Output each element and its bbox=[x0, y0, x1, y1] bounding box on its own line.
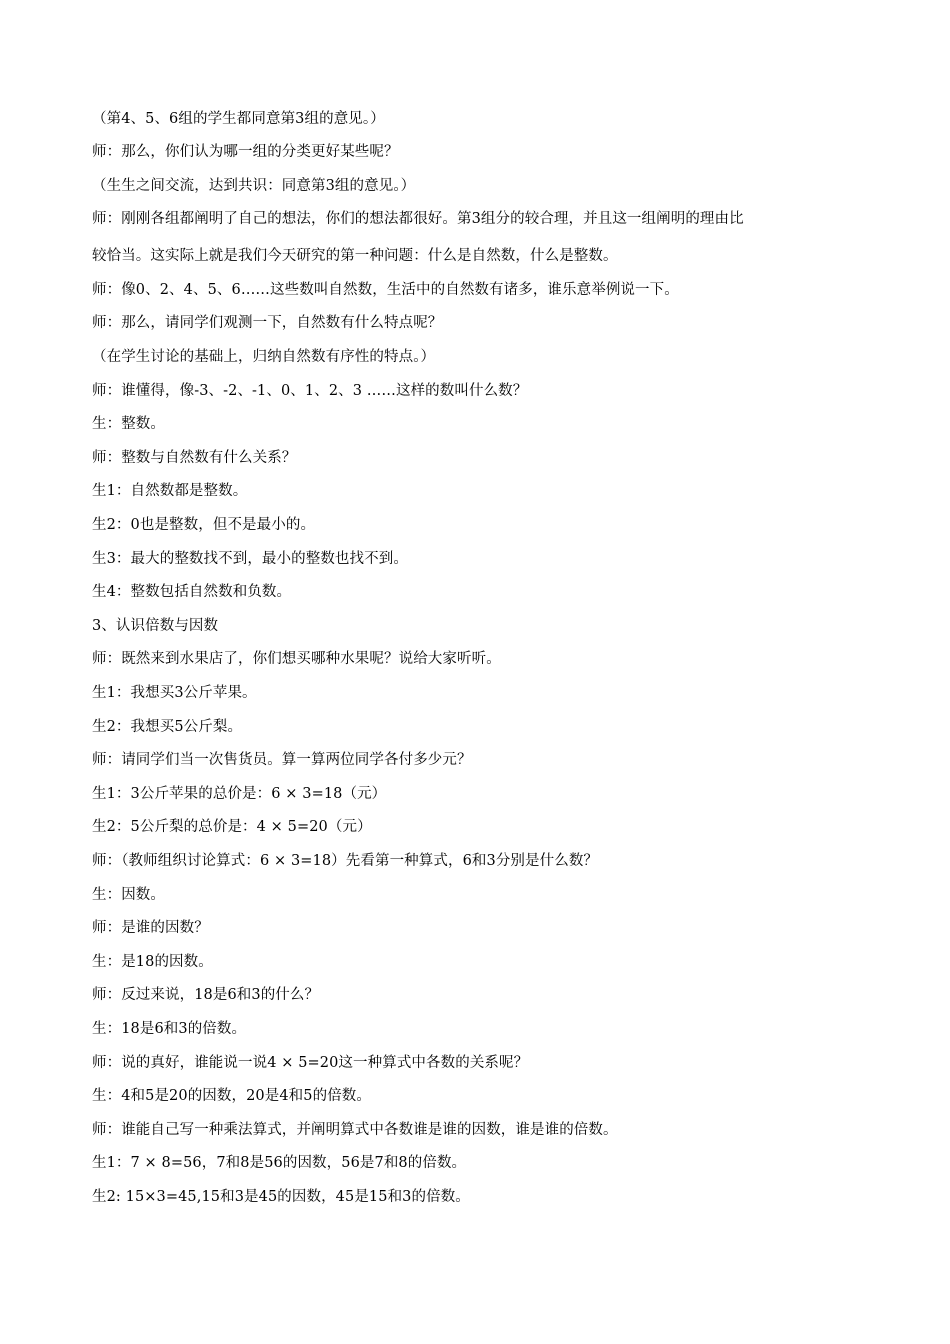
text-line: 师：是谁的因数？ bbox=[92, 920, 209, 937]
text-line: 师：（教师组织讨论算式：6 × 3=18）先看第一种算式，6和3分别是什么数？ bbox=[92, 852, 599, 869]
text-line: 师：说的真好，谁能说一说4 × 5=20这一种算式中各数的关系呢？ bbox=[92, 1054, 529, 1071]
text-line: 师：整数与自然数有什么关系？ bbox=[92, 449, 297, 466]
text-line: 师：请同学们当一次售货员。算一算两位同学各付多少元？ bbox=[92, 752, 472, 769]
text-line: 生4：整数包括自然数和负数。 bbox=[92, 584, 292, 601]
text-line: 生1：3公斤苹果的总价是：6 × 3=18（元） bbox=[92, 785, 387, 802]
document-body bbox=[92, 96, 872, 1223]
text-line: 师：反过来说，18是6和3的什么？ bbox=[92, 987, 320, 1004]
text-line: 师：刚刚各组都阐明了自己的想法，你们的想法都很好。第3组分的较合理，并且这一组阐明的理由比 bbox=[92, 211, 744, 228]
text-line: 师：那么，请同学们观测一下，自然数有什么特点呢？ bbox=[92, 315, 443, 332]
text-line: 生1：自然数都是整数。 bbox=[92, 483, 248, 500]
text-line: 生2: 15×3=45,15和3是45的因数，45是15和3的倍数。 bbox=[92, 1188, 470, 1205]
text-line: 生2：我想买5公斤梨。 bbox=[92, 718, 243, 735]
text-line: 师：既然来到水果店了，你们想买哪种水果呢？说给大家听听。 bbox=[92, 651, 501, 668]
text-line: 师：像0、2、4、5、6……这些数叫自然数，生活中的自然数有诸多，谁乐意举例说一下。 bbox=[92, 281, 679, 298]
section-heading: 3、认识倍数与因数 bbox=[92, 617, 219, 634]
text-line: 师：谁能自己写一种乘法算式，并阐明算式中各数谁是谁的因数，谁是谁的倍数。 bbox=[92, 1121, 618, 1138]
text-line: 生：是18的因数。 bbox=[92, 953, 213, 970]
text-line: 生1：7 × 8=56，7和8是56的因数，56是7和8的倍数。 bbox=[92, 1155, 467, 1172]
text-line: 师：那么，你们认为哪一组的分类更好某些呢？ bbox=[92, 144, 399, 161]
text-line: （在学生讨论的基础上，归纳自然数有序性的特点。） bbox=[92, 349, 436, 366]
text-line: 生：整数。 bbox=[92, 416, 165, 433]
text-line: 生：4和5是20的因数，20是4和5的倍数。 bbox=[92, 1088, 372, 1105]
text-line: 生1：我想买3公斤苹果。 bbox=[92, 685, 257, 701]
text-line: 生2：5公斤梨的总价是：4 × 5=20（元） bbox=[92, 819, 372, 836]
text-line: 生2：0也是整数，但不是最小的。 bbox=[92, 517, 316, 534]
text-line: 师：谁懂得，像-3、-2、-1、0、1、2、3 ……这样的数叫什么数？ bbox=[92, 382, 528, 399]
text-line: 较恰当。这实际上就是我们今天研究的第一种问题：什么是自然数，什么是整数。 bbox=[92, 248, 618, 265]
text-line: （第4、5、6组的学生都同意第3组的意见。） bbox=[92, 110, 385, 127]
text-line: （生生之间交流，达到共识：同意第3组的意见。） bbox=[92, 177, 416, 194]
text-line: 生3：最大的整数找不到，最小的整数也找不到。 bbox=[92, 550, 408, 567]
text-line: 生：18是6和3的倍数。 bbox=[92, 1020, 247, 1037]
text-line: 生：因数。 bbox=[92, 886, 165, 903]
